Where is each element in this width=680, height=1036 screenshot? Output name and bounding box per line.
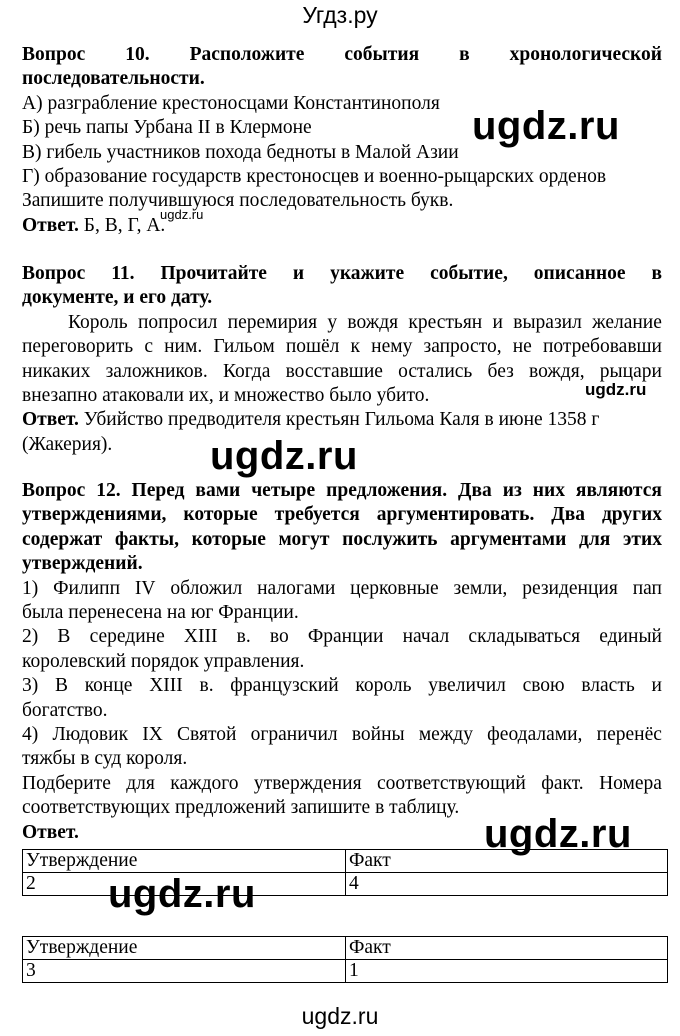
word: конце — [84, 675, 133, 697]
word: аргументами — [450, 528, 567, 550]
word: содержат — [22, 528, 103, 550]
word: IV — [134, 577, 156, 599]
word: попросил — [137, 311, 218, 333]
word: из — [502, 480, 522, 501]
word: Два — [551, 504, 585, 526]
word: Перед — [131, 480, 185, 501]
watermark: ugdz.ru — [160, 207, 204, 222]
table-cell-fact: 4 — [346, 873, 668, 896]
word: и — [292, 263, 305, 284]
word: Святой — [177, 724, 237, 746]
word: земли, — [453, 577, 508, 599]
word: Номера — [599, 772, 662, 794]
word: феодалами, — [487, 724, 583, 746]
q11-text-line — [22, 384, 662, 408]
word: IX — [142, 724, 163, 746]
word: соответствующий — [376, 772, 526, 794]
answer-table-2 — [22, 936, 668, 983]
word: 4) — [22, 724, 39, 746]
word: них — [532, 480, 565, 501]
word: XIII — [149, 675, 183, 697]
table-cell-claim: 2 — [23, 873, 346, 896]
q12-title-line — [22, 479, 662, 503]
q12-answer-label: Ответ. — [22, 821, 79, 843]
word: переговорить — [22, 336, 134, 358]
word: крестьян — [408, 311, 483, 333]
watermark: ugdz.ru — [484, 812, 632, 856]
word: начал — [402, 626, 450, 648]
q11-text-line — [22, 360, 662, 384]
word: факт. — [541, 772, 584, 794]
q11-document-text — [22, 311, 662, 409]
word: внезапно атаковали их, и множество было убито. — [22, 385, 430, 407]
q12-item-line2: тяжбы в суд короля. — [22, 748, 188, 770]
word: Вопрос — [22, 44, 86, 65]
q12-item-line2: королевский порядок управления. — [22, 650, 305, 672]
word: и — [651, 675, 662, 697]
word: пап — [632, 577, 662, 599]
q10-option: Г) образование государств крестоносцев и военно-рыцарских орденов — [22, 166, 607, 188]
word: 1) — [22, 577, 39, 599]
answer-text: Убийство предводителя крестьян Гильома Каля в июне 1358 г — [78, 409, 600, 431]
table-header-fact: Факт — [346, 850, 668, 873]
word: 10. — [125, 44, 150, 65]
word: заложников. — [105, 360, 208, 382]
q10-answer — [22, 214, 662, 238]
word: французский — [230, 675, 339, 697]
q11-title-line1 — [22, 262, 662, 286]
word: этих — [622, 528, 662, 550]
watermark: ugdz.ru — [108, 872, 256, 916]
word: свою — [522, 675, 565, 697]
table-header-claim: Утверждение — [23, 850, 346, 873]
word: факты, — [114, 528, 179, 550]
q12-items — [22, 577, 662, 772]
word: Вопрос — [22, 480, 86, 501]
word: увеличил — [428, 675, 506, 697]
word: во — [269, 626, 289, 648]
word: ним. — [164, 336, 203, 358]
q11-answer-line1 — [22, 408, 662, 432]
question-11 — [22, 262, 662, 457]
q12-title — [22, 479, 662, 552]
word: обложил — [170, 577, 243, 599]
word: Когда — [222, 360, 271, 382]
word: вождя, — [529, 360, 585, 382]
q11-text-line — [22, 335, 662, 359]
word: XIII — [183, 626, 218, 648]
q12-item-line1 — [22, 625, 662, 649]
word: войны — [351, 724, 405, 746]
q12-item-line1 — [22, 577, 662, 601]
word: середине — [89, 626, 165, 648]
word: которые — [191, 528, 266, 550]
word: пошёл — [285, 336, 340, 358]
word: и — [492, 311, 503, 333]
word: В — [57, 626, 71, 648]
word: В — [54, 675, 68, 697]
word: других — [601, 504, 662, 526]
word: перенёс — [596, 724, 662, 746]
word: у — [327, 311, 338, 333]
word: король — [355, 675, 412, 697]
word: событие, — [430, 263, 508, 284]
word: не — [512, 336, 532, 358]
table-cell-fact: 1 — [346, 960, 668, 983]
word: события — [344, 44, 420, 65]
word: 11. — [111, 263, 135, 284]
word: с — [144, 336, 153, 358]
q12-title-last: утверждений. — [22, 553, 143, 575]
word: в. — [236, 626, 251, 648]
word: аргументировать. — [376, 504, 535, 526]
answer-text: Б, В, Г, А. — [78, 214, 166, 236]
word: никаких — [22, 360, 91, 382]
word: остались — [398, 360, 473, 382]
q10-option: В) гибель участников похода бедноты в Малой Азии — [22, 141, 459, 163]
word: запросто, — [423, 336, 502, 358]
word: Прочитайте — [160, 263, 267, 284]
table-header-claim: Утверждение — [23, 937, 346, 960]
q10-title-line1 — [22, 43, 662, 67]
word: рыцари — [599, 360, 662, 382]
q10-title-line2: последовательности. — [22, 68, 205, 90]
site-footer: ugdz.ru — [301, 1003, 379, 1029]
word: церковные — [350, 577, 439, 599]
word: в — [459, 44, 470, 65]
word: Король — [68, 311, 128, 333]
word: без — [487, 360, 514, 382]
q12-item-line1 — [22, 723, 662, 747]
watermark: ugdz.ru — [472, 104, 620, 148]
site-header: Угдз.ру — [302, 2, 378, 28]
q12-instruction-line1 — [22, 772, 662, 796]
word: вождя — [347, 311, 399, 333]
word: ограничил — [250, 724, 338, 746]
word: власть — [581, 675, 635, 697]
word: Франции — [307, 626, 384, 648]
word: 3) — [22, 675, 39, 697]
word: утверждениями, — [22, 504, 167, 526]
answer-label: Ответ. — [22, 214, 79, 236]
word: могут — [278, 528, 330, 550]
word: налогами — [257, 577, 336, 599]
word: потребовавши — [542, 336, 662, 358]
q11-text-line — [22, 311, 662, 335]
word: для — [126, 772, 155, 794]
word: 2) — [22, 626, 39, 648]
q12-instruction-line2: соответствующих предложений запишите в таблицу. — [22, 797, 460, 819]
q12-item-line2: богатство. — [22, 699, 108, 721]
word: восставшие — [285, 360, 383, 382]
question-12 — [22, 479, 662, 845]
q10-option: А) разграбление крестоносцами Константинополя — [22, 92, 440, 114]
word: для — [578, 528, 611, 550]
word: хронологической — [509, 44, 662, 65]
word: выразил — [513, 311, 582, 333]
word: складываться — [468, 626, 581, 648]
q12-title-line — [22, 503, 662, 527]
word: к — [350, 336, 361, 358]
word: описанное — [533, 263, 626, 284]
word: желание — [592, 311, 662, 333]
word: Вопрос — [22, 263, 86, 284]
word: утверждения — [253, 772, 362, 794]
word: требуется — [274, 504, 360, 526]
word: укажите — [330, 263, 405, 284]
table-header-fact: Факт — [346, 937, 668, 960]
q10-option: Б) речь папы Урбана II в Клермоне — [22, 117, 312, 139]
watermark: ugdz.ru — [585, 380, 647, 399]
q12-item-line1 — [22, 674, 662, 698]
watermark: ugdz.ru — [210, 434, 358, 478]
word: в. — [199, 675, 214, 697]
word: между — [418, 724, 473, 746]
word: нему — [371, 336, 413, 358]
word: которые — [183, 504, 258, 526]
word: послужить — [342, 528, 438, 550]
word: четыре — [251, 480, 316, 501]
table-cell-claim: 3 — [23, 960, 346, 983]
word: вами — [195, 480, 241, 501]
word: каждого — [170, 772, 239, 794]
q12-title-line — [22, 528, 662, 552]
word: Гильом — [213, 336, 275, 358]
q11-answer-line2: (Жакерия). — [22, 433, 113, 455]
word: предложения. — [326, 480, 448, 501]
word: в — [651, 263, 662, 284]
word: Расположите — [189, 44, 305, 65]
word: Подберите — [22, 772, 111, 794]
word: являются — [575, 480, 662, 501]
q12-item-line2: была перенесена на юг Франции. — [22, 602, 299, 624]
word: резиденция — [522, 577, 618, 599]
word: перемирия — [227, 311, 318, 333]
word: Два — [458, 480, 492, 501]
answer-label: Ответ. — [22, 409, 79, 431]
q11-title-line2: документе, и его дату. — [22, 287, 213, 309]
word: единый — [599, 626, 662, 648]
q10-instruction: Запишите получившуюся последовательность букв. — [22, 190, 454, 212]
word: Филипп — [53, 577, 121, 599]
word: 12. — [96, 480, 121, 501]
word: Людовик — [52, 724, 129, 746]
